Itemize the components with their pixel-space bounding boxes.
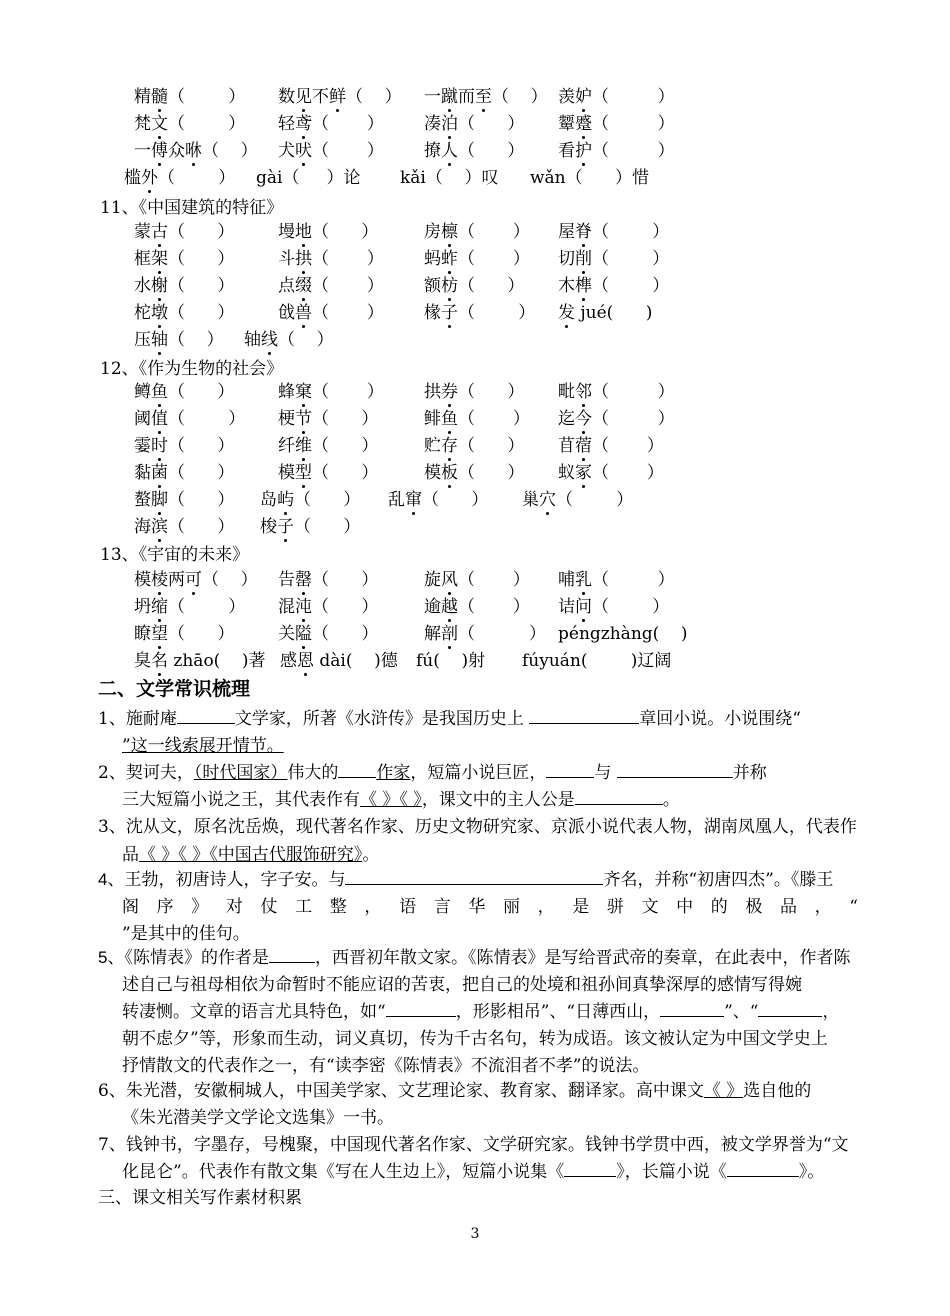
vocab-item: 切削（ ） (558, 249, 670, 269)
vocab-item: 瞭望（ ） (134, 624, 235, 644)
vocab-item: 黏菌（ ） (134, 463, 235, 483)
item-5-text-g: 朝不虑夕”等，形象而生动，词义真切，传为千古名句，转为成语。该文被认定为中国文学史上 (122, 1029, 828, 1049)
vocab-item: 贮存（ ） (424, 436, 525, 456)
item-2-works-blank: 《 》《 》 (360, 790, 422, 810)
item-4 (98, 866, 858, 948)
item-2-text-e: ，短篇小说巨匠， (410, 763, 547, 783)
vocab-item: 戗兽（ ） (278, 303, 384, 323)
section-12-title: 12、《作为生物的社会》 (100, 359, 284, 379)
vocab-item: 阈值（ ） (134, 409, 246, 429)
vocab-item: 框架（ ） (134, 249, 235, 269)
blank (177, 706, 235, 724)
item-2-text-h: 三大短篇小说之王，其代表作有 (122, 790, 360, 810)
vocab-item: 毗邻（ ） (558, 382, 675, 402)
blank (617, 760, 733, 778)
item-4-text-a: 4、王勃，初唐诗人，字子安。与 (98, 870, 346, 889)
item-3-text-c: 《中国古代服饰研究》 (209, 845, 363, 864)
item-6-text-c: 《朱光潜美学文学论文选集》一书。 (122, 1108, 394, 1128)
vocab-item: 关隘（ ） (278, 624, 379, 644)
vocab-item: 诘问（ ） (558, 597, 670, 617)
item-5-text-c: 述自己与祖母相依为命暂时不能应诏的苦衷，把自己的处境和祖孙间真挚深厚的感情写得婉 (122, 975, 802, 995)
blank (269, 945, 315, 963)
vocab-item: 乱窜（ ） (388, 490, 489, 510)
item-3: 3、沈从文，原名沈岳焕，现代著名作家、历史文物研究家、京派小说代表人物，湖南凤凰人，代表作 品《 》《 》《中国古代服饰研究》。 (98, 817, 857, 865)
vocab-item: péngzhàng( ) (558, 624, 688, 644)
vocab-item: 斗拱（ ） (278, 249, 384, 269)
vocab-item: 数见不鲜（ ） (278, 87, 402, 107)
blank (758, 999, 822, 1017)
item-5: 5、《陈情表》的作者是 ，西晋初年散文家。《陈情表》是写给晋武帝的奏章，在此表中，作者陈 述自己与祖母相依为命暂时不能应诏的苦衷，把自己的处境和祖孙间真挚深厚的感情写得婉 转凄恻。文章的语言尤具特色，如“ ，形影相吊”、“日薄西山， ”、“ ， 朝不虑夕”等，形象而生动，词义真切，传为千古名句，转为成语。该文被认定为中国文学史上 抒情散文的代表作之一，有“读李密《陈情表》不流泪者不孝”的说法。 (98, 944, 858, 1080)
vocab-item: 屋脊（ ） (558, 222, 670, 242)
page-number: 3 (470, 1226, 480, 1242)
vocab-item: 蜂窠（ ） (278, 382, 384, 402)
item-2-text-a: 2、契诃夫， (98, 763, 194, 783)
vocab-item: gài（ ）论 (256, 168, 361, 188)
section-11-title: 11、《中国建筑的特征》 (100, 198, 284, 218)
item-4-text-d: ”是其中的佳句。 (122, 924, 250, 944)
item-1-text-b: 文学家，所著《水浒传》是我国历史上 (234, 709, 524, 729)
vocab-item: 告罄（ ） (278, 570, 379, 590)
item-7 (98, 1132, 858, 1186)
vocab-item: 房檩（ ） (424, 222, 530, 242)
vocab-item: 鲱鱼（ ） (424, 409, 530, 429)
vocab-item: 坍缩（ ） (134, 597, 246, 617)
item-7-text-b: 化昆仑”。代表作有散文集《写在人生边上》，短篇小说集《 (122, 1162, 565, 1182)
vocab-item: 纤维（ ） (278, 436, 379, 456)
vocab-item: 梵文（ ） (134, 114, 246, 134)
item-7-text-a: 7、钱钟书，字墨存，号槐聚，中国现代著名作家、文学研究家。钱钟书学贯中西，被文学界誉为“文 (98, 1135, 849, 1155)
item-5-text-a: 5、《陈情表》的作者是 (98, 948, 269, 967)
item-6-text-b: 选自他的 (743, 1081, 812, 1101)
vocab-item: 拱券（ ） (424, 382, 525, 402)
item-3-text-b: 品 (122, 845, 139, 865)
blank (386, 999, 456, 1017)
vocab-item: 精髓（ ） (134, 87, 246, 107)
blank (660, 999, 724, 1017)
item-1 (98, 706, 858, 760)
vocab-item: 梭子（ ） (260, 517, 361, 537)
vocab-item: 犬吠（ ） (278, 141, 384, 161)
vocab-item: 梗节（ ） (278, 409, 379, 429)
section-13-title: 13、《宇宙的未来》 (100, 545, 250, 565)
vocab-item: fúyuán( )辽阔 (522, 651, 672, 671)
item-1-text-c: 章回小说。小说围绕“ (639, 709, 801, 729)
item-6: 6、朱光潜，安徽桐城人，中国美学家、文艺理论家、教育家、翻译家。高中课文《 》选自他的 《朱光潜美学文学论文选集》一书。 (98, 1078, 858, 1132)
vocab-item: 额枋（ ） (424, 276, 525, 296)
vocab-item: 羡妒（ ） (558, 87, 675, 107)
vocab-item: 轻鸢（ ） (278, 114, 384, 134)
item-2-text-f: 与 (594, 763, 612, 783)
item-2-text-d: 作家 (376, 763, 411, 783)
vocab-item: 模型（ ） (278, 463, 379, 483)
vocab-item: wǎn（ ）惜 (530, 168, 650, 188)
vocab-item: 蚁冢（ ） (558, 463, 664, 483)
vocab-item: 一蹴而至（ ） (424, 87, 548, 107)
blank (529, 706, 639, 724)
item-6-text-a: 6、朱光潜，安徽桐城人，中国美学家、文艺理论家、教育家、翻译家。高中课文 (98, 1081, 704, 1101)
vocab-item: 轴线（ ） (244, 330, 334, 350)
vocab-item: 巢穴（ ） (522, 490, 634, 510)
heading-writing-material: 三、课文相关写作素材积累 (98, 1188, 302, 1208)
blank (727, 1159, 799, 1177)
vocab-item: 海滨（ ） (134, 517, 235, 537)
vocab-item: 蒙古（ ） (134, 222, 235, 242)
vocab-item: 点缀（ ） (278, 276, 384, 296)
blank (575, 787, 663, 805)
vocab-item: 水榭（ ） (134, 276, 235, 296)
vocab-item: 逾越（ ） (424, 597, 530, 617)
item-1-text-a: 1、施耐庵 (98, 709, 177, 729)
vocab-item: 螯脚（ ） (134, 490, 235, 510)
vocab-item: 臭名 zhāo( )著 (134, 651, 266, 671)
vocab-item: 木榫（ ） (558, 276, 670, 296)
vocab-item: 压轴（ ） (134, 330, 224, 350)
vocab-item: 解剖（ ） (424, 624, 547, 644)
item-3-text-a: 3、沈从文，原名沈岳焕，现代著名作家、历史文物研究家、京派小说代表人物，湖南凤凰人，代表作 (98, 817, 857, 837)
vocab-item: 鳟鱼（ ） (134, 382, 235, 402)
heading-literary-knowledge: 二、文学常识梳理 (98, 679, 251, 700)
vocab-item: 混沌（ ） (278, 597, 379, 617)
item-5-text-f: ”、“ (724, 1002, 759, 1022)
item-1-text-d: ”这一线索展开情节。 (122, 736, 284, 756)
item-7-text-c: 》，长篇小说《 (616, 1162, 727, 1182)
vocab-item: 颦蹙（ ） (558, 114, 675, 134)
vocab-item: 模棱两可（ ） (134, 570, 258, 590)
vocab-item: 柁墩（ ） (134, 303, 235, 323)
vocab-item: 椽子（ ） (424, 303, 536, 323)
vocab-item: 撩人（ ） (424, 141, 525, 161)
vocab-item: 槛外（ ） (124, 168, 236, 188)
vocab-item: 苜蓿（ ） (558, 436, 664, 456)
vocab-item: 发 jué( ) (558, 303, 653, 323)
vocab-item: fú( )射 (416, 651, 486, 671)
blank (564, 1159, 616, 1177)
item-5-text-e: ，形影相吊”、“日薄西山， (455, 1002, 661, 1022)
vocab-item: 蚂蚱（ ） (424, 249, 530, 269)
vocab-item: 霎时（ ） (134, 436, 235, 456)
vocab-item: 一傅众咻（ ） (134, 141, 258, 161)
vocab-item: 墁地（ ） (278, 222, 379, 242)
vocab-item: 旋风（ ） (424, 570, 530, 590)
item-2-text-g: 并称 (732, 763, 767, 783)
vocab-item: 岛屿（ ） (260, 490, 361, 510)
item-2: 2、契诃夫，（时代国家）伟大的 作家，短篇小说巨匠， 与 并称 三大短篇小说之王，其代表作有《 》《 》，课文中的主人公是 。 (98, 760, 858, 814)
blank (338, 760, 376, 778)
vocab-item: 模板（ ） (424, 463, 525, 483)
vocab-item: kǎi（ ）叹 (400, 168, 499, 188)
item-4-text-c: 阁序》对仗工整，语言华丽，是骈文中的极品，“ (122, 897, 858, 917)
item-2-text-i: ，课文中的主人公是 (421, 790, 575, 810)
item-4-text-b: 齐名，并称“初唐四杰”。《滕王 (603, 870, 834, 890)
item-2-text-c: 伟大的 (287, 763, 339, 783)
vocab-item: 哺乳（ ） (558, 570, 675, 590)
item-5-text-b: ，西晋初年散文家。《陈情表》是写给晋武帝的奏章，在此表中，作者陈 (314, 948, 851, 968)
vocab-item: 看护（ ） (558, 141, 675, 161)
blank (345, 867, 603, 885)
blank (546, 760, 594, 778)
item-7-text-d: 》。 (798, 1162, 825, 1182)
vocab-item: 凑泊（ ） (424, 114, 525, 134)
vocab-item: 迄今（ ） (558, 409, 675, 429)
item-5-text-d: 转凄恻。文章的语言尤具特色，如“ (122, 1002, 386, 1022)
vocab-item: 感恩 dài( )德 (280, 651, 398, 671)
item-2-text-b: （时代国家） (193, 763, 288, 783)
item-5-text-h: 抒情散文的代表作之一，有“读李密《陈情表》不流泪者不孝”的说法。 (122, 1056, 650, 1076)
